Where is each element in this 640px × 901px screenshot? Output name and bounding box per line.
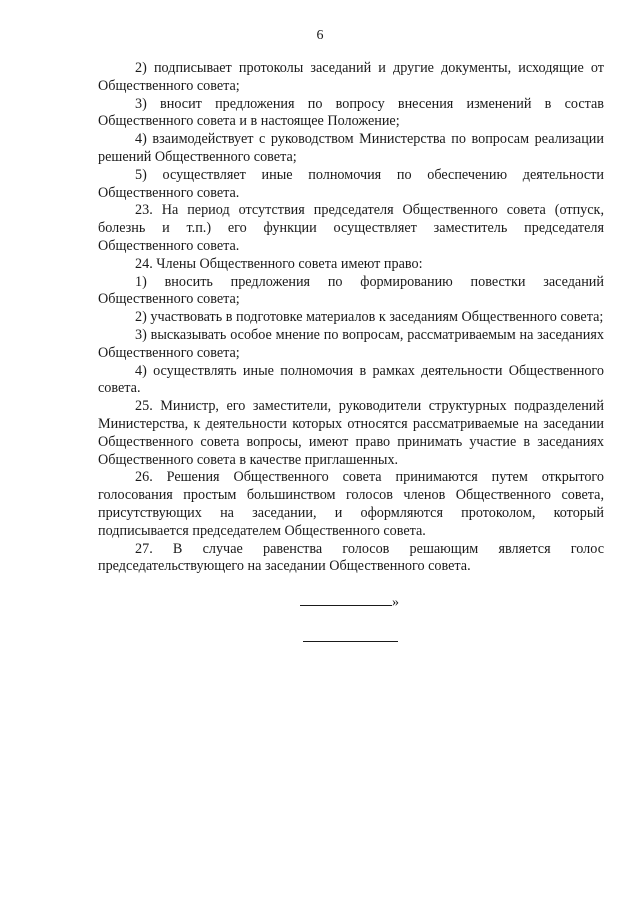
paragraph-25: 25. Министр, его заместители, руководители структурных подразделений Министерства, к деятельности которых относятся рассматриваемые на заседании Общественного совета вопросы, имеют право принимать участие в заседаниях Общественного совета в качестве приглашенных. xyxy=(98,398,604,468)
paragraph-23: 23. На период отсутствия председателя Общественного совета (отпуск, болезнь и т.п.) его функции осуществляет заместитель председателя Общественного совета. xyxy=(98,202,604,254)
paragraph-24-item-3: 3) высказывать особое мнение по вопросам, рассматриваемым на заседаниях Общественного совета; xyxy=(98,326,604,361)
closing-line xyxy=(300,593,399,611)
paragraph-clause-4: 4) взаимодействует с руководством Министерства по вопросам реализации решений Общественного совета; xyxy=(98,131,604,165)
end-divider xyxy=(303,641,398,642)
paragraph-clause-5: 5) осуществляет иные полномочия по обеспечению деятельности Общественного совета. xyxy=(98,166,604,201)
paragraph-clause-2: 2) подписывает протоколы заседаний и другие документы, исходящие от Общественного совета; xyxy=(98,60,604,94)
page-number: 6 xyxy=(316,28,324,43)
paragraph-24: 24. Члены Общественного совета имеют право: xyxy=(135,255,423,272)
paragraph-clause-3: 3) вносит предложения по вопросу внесения изменений в состав Общественного совета и в настоящее Положение; xyxy=(98,95,604,130)
paragraph-27: 27. В случае равенства голосов решающим является голос председательствующего на заседании Общественного совета. xyxy=(98,540,604,575)
closing-blank-line xyxy=(300,593,392,606)
paragraph-24-item-1: 1) вносить предложения по формированию повестки заседаний Общественного совета; xyxy=(98,273,604,308)
document-body xyxy=(98,60,604,576)
closing-quote-mark: » xyxy=(392,595,399,610)
paragraph-26: 26. Решения Общественного совета принимаются путем открытого голосования простым большинством голосов членов Общественного совета, присутствующих на заседании, и оформляются протоколом, который подписывается председателем Общественного совета. xyxy=(98,469,604,539)
paragraph-24-item-4: 4) осуществлять иные полномочия в рамках деятельности Общественного совета. xyxy=(98,362,604,397)
paragraph-24-item-2: 2) участвовать в подготовке материалов к заседаниям Общественного совета; xyxy=(135,309,604,326)
